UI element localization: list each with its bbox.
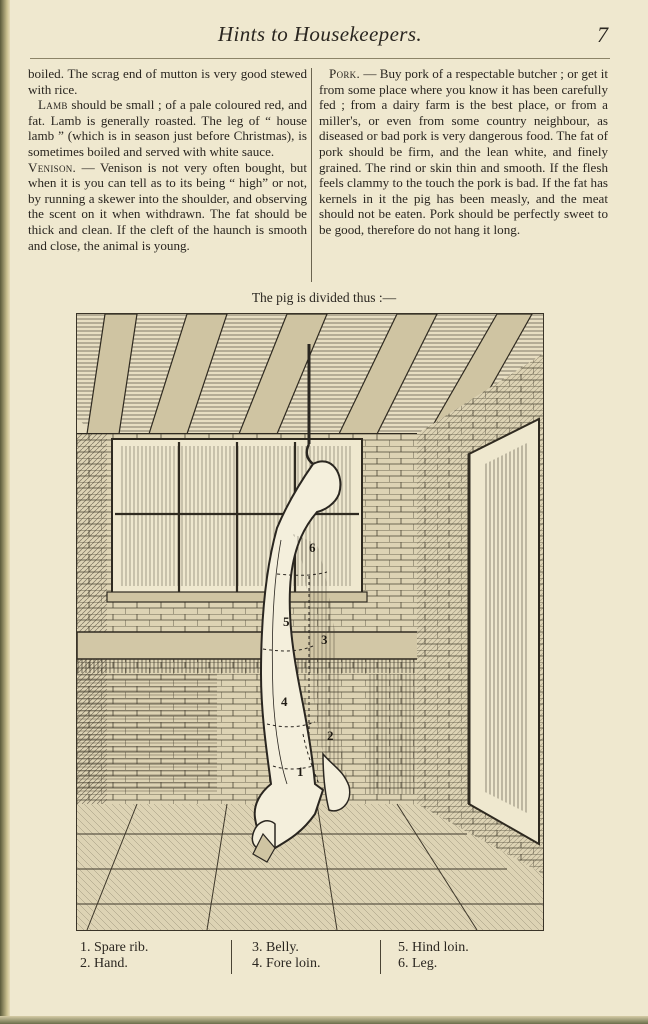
figure-caption: The pig is divided thus :—	[251, 290, 397, 305]
header-rule	[30, 58, 610, 59]
legend-item-hand: 2. Hand.	[80, 956, 128, 971]
cuts-legend	[70, 940, 610, 980]
legend-divider	[380, 940, 381, 974]
cut-number-3: 3	[321, 632, 328, 647]
cut-number-6: 6	[309, 540, 316, 555]
paragraph-pork: Pork. — Buy pork of a respectable butcher ; or get it from some place where you know it has been carefully fed ; from a dairy farm is the best place, or from a miller's, or even from some country neighbour, as diseased or bad pork is very dangerous food. The fat of pork should be firm, and the lean white, and finely grained. The rind or skin thin and smooth. If the flesh feels clammy to the touch the pork is bad. If the fat has kernels in it the pig has been measly, and the meat should not be eaten. Pork should be perfectly sweet to be good, therefore do not hang it long.	[319, 66, 608, 237]
venison-heading: Venison.	[28, 159, 77, 175]
legend-item-leg: 6. Leg.	[398, 956, 438, 971]
text-columns	[28, 66, 608, 288]
paragraph-venison: Venison. — Venison is not very often bought, but when it is you can tell as to its being “ high” or not, by running a skewer into the shoulder, and observing the scent on it when withdrawn. The fat should be thick and clean. If the cleft of the haunch is smooth and close, the animal is young.	[28, 159, 307, 253]
pig-illustration	[77, 314, 543, 930]
legend-column-1	[80, 940, 148, 972]
cut-number-5: 5	[283, 614, 290, 629]
legend-item-belly: 3. Belly.	[252, 940, 299, 955]
paragraph-mutton: boiled. The scrag end of mutton is very good stewed with rice.	[28, 66, 307, 97]
page-bottom-edge	[0, 1016, 648, 1024]
right-column	[319, 66, 608, 238]
lamb-heading: Lamb	[38, 97, 68, 113]
page-number: 7	[597, 22, 608, 47]
column-divider	[311, 68, 312, 282]
running-title: Hints to Housekeepers.	[217, 22, 423, 46]
cut-number-4: 4	[281, 694, 288, 709]
book-spine-edge	[0, 0, 10, 1024]
legend-column-2	[252, 940, 320, 972]
left-column	[28, 66, 307, 253]
cut-number-2: 2	[327, 728, 334, 743]
pig-cuts-engraving	[76, 313, 544, 931]
legend-item-spare-rib: 1. Spare rib.	[80, 940, 149, 955]
paragraph-lamb: Lamb should be small ; of a pale coloured red, and fat. Lamb is generally roasted. The leg of “ house lamb ” (which is in season just before Christmas), is sometimes boiled and served with white sauce.	[28, 97, 307, 159]
legend-column-3	[398, 940, 469, 972]
legend-item-fore-loin: 4. Fore loin.	[252, 956, 321, 971]
page-header	[30, 22, 610, 52]
cut-number-1: 1	[297, 764, 304, 779]
legend-divider	[231, 940, 232, 974]
legend-item-hind-loin: 5. Hind loin.	[398, 940, 469, 955]
pork-heading: Pork.	[329, 66, 361, 81]
